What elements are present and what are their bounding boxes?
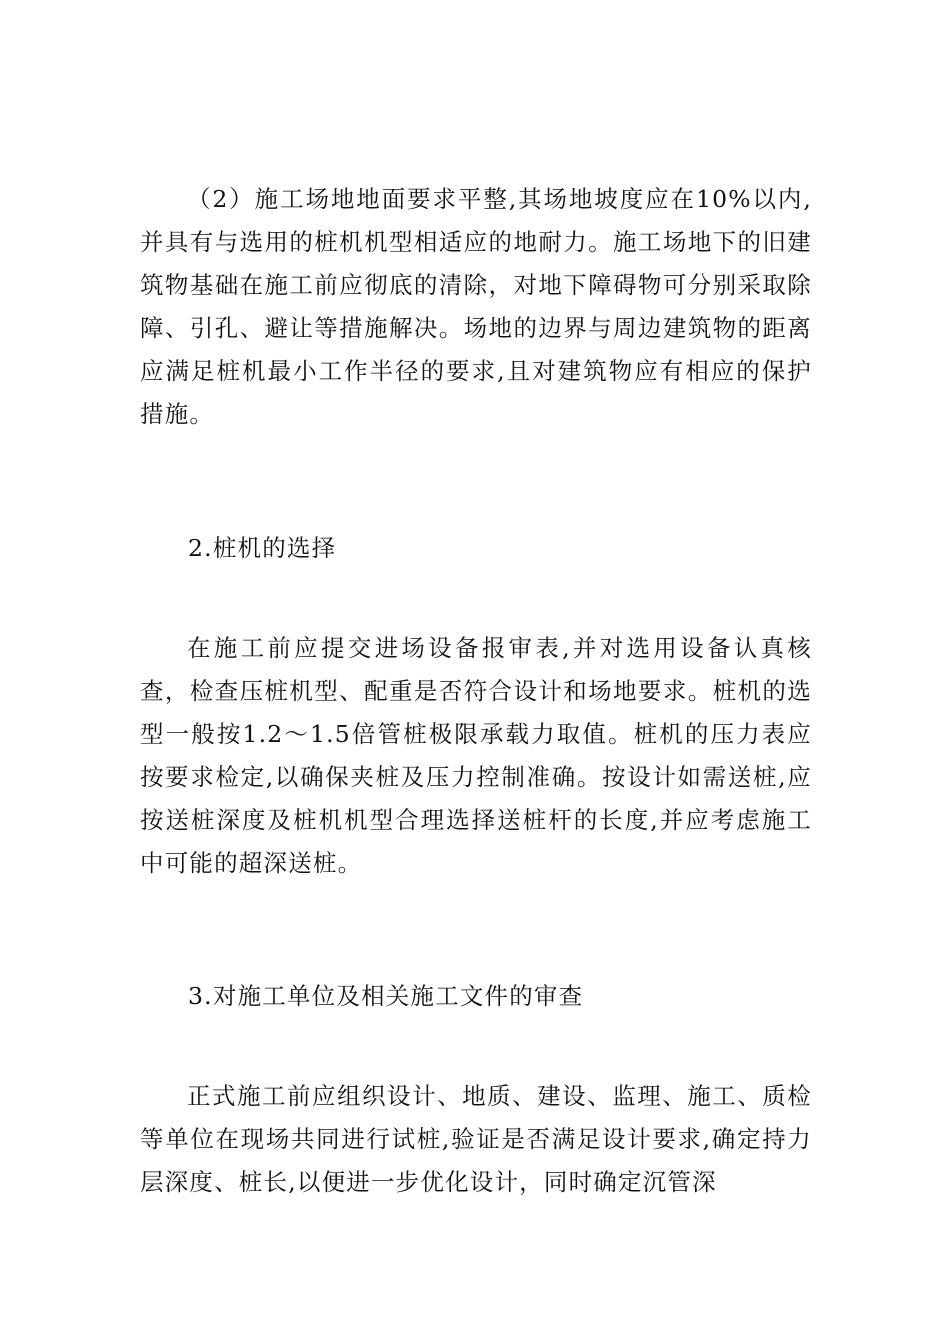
paragraph-test-piling: 正式施工前应组织设计、地质、建设、监理、施工、质检等单位在现场共同进行试桩,验证是否满足设计要求,确定持力层深度、桩长,以便进一步优化设计，同时确定沉管深 bbox=[140, 1082, 812, 1196]
section-heading-document-review: 3.对施工单位及相关施工文件的审查 bbox=[188, 982, 584, 1010]
paragraph-pile-machine-selection: 在施工前应提交进场设备报审表,并对选用设备认真核查，检查压桩机型、配重是否符合设计和场地要求。桩机的选型一般按1.2～1.5倍管桩极限承载力取值。桩机的压力表应按要求检定,以确保夹桩及压力控制准确。按设计如需送桩,应按送桩深度及桩机机型合理选择送桩杆的长度,并应考虑施工中可能的超深送桩。 bbox=[140, 634, 812, 877]
paragraph-site-requirements: （2）施工场地地面要求平整,其场地坡度应在10%以内,并具有与选用的桩机机型相适应的地耐力。施工场地下的旧建筑物基础在施工前应彻底的清除，对地下障碍物可分别采取除障、引孔、避让等措施解决。场地的边界与周边建筑物的距离应满足桩机最小工作半径的要求,且对建筑物应有相应的保护措施。 bbox=[140, 185, 812, 428]
section-heading-pile-machine: 2.桩机的选择 bbox=[188, 534, 337, 562]
